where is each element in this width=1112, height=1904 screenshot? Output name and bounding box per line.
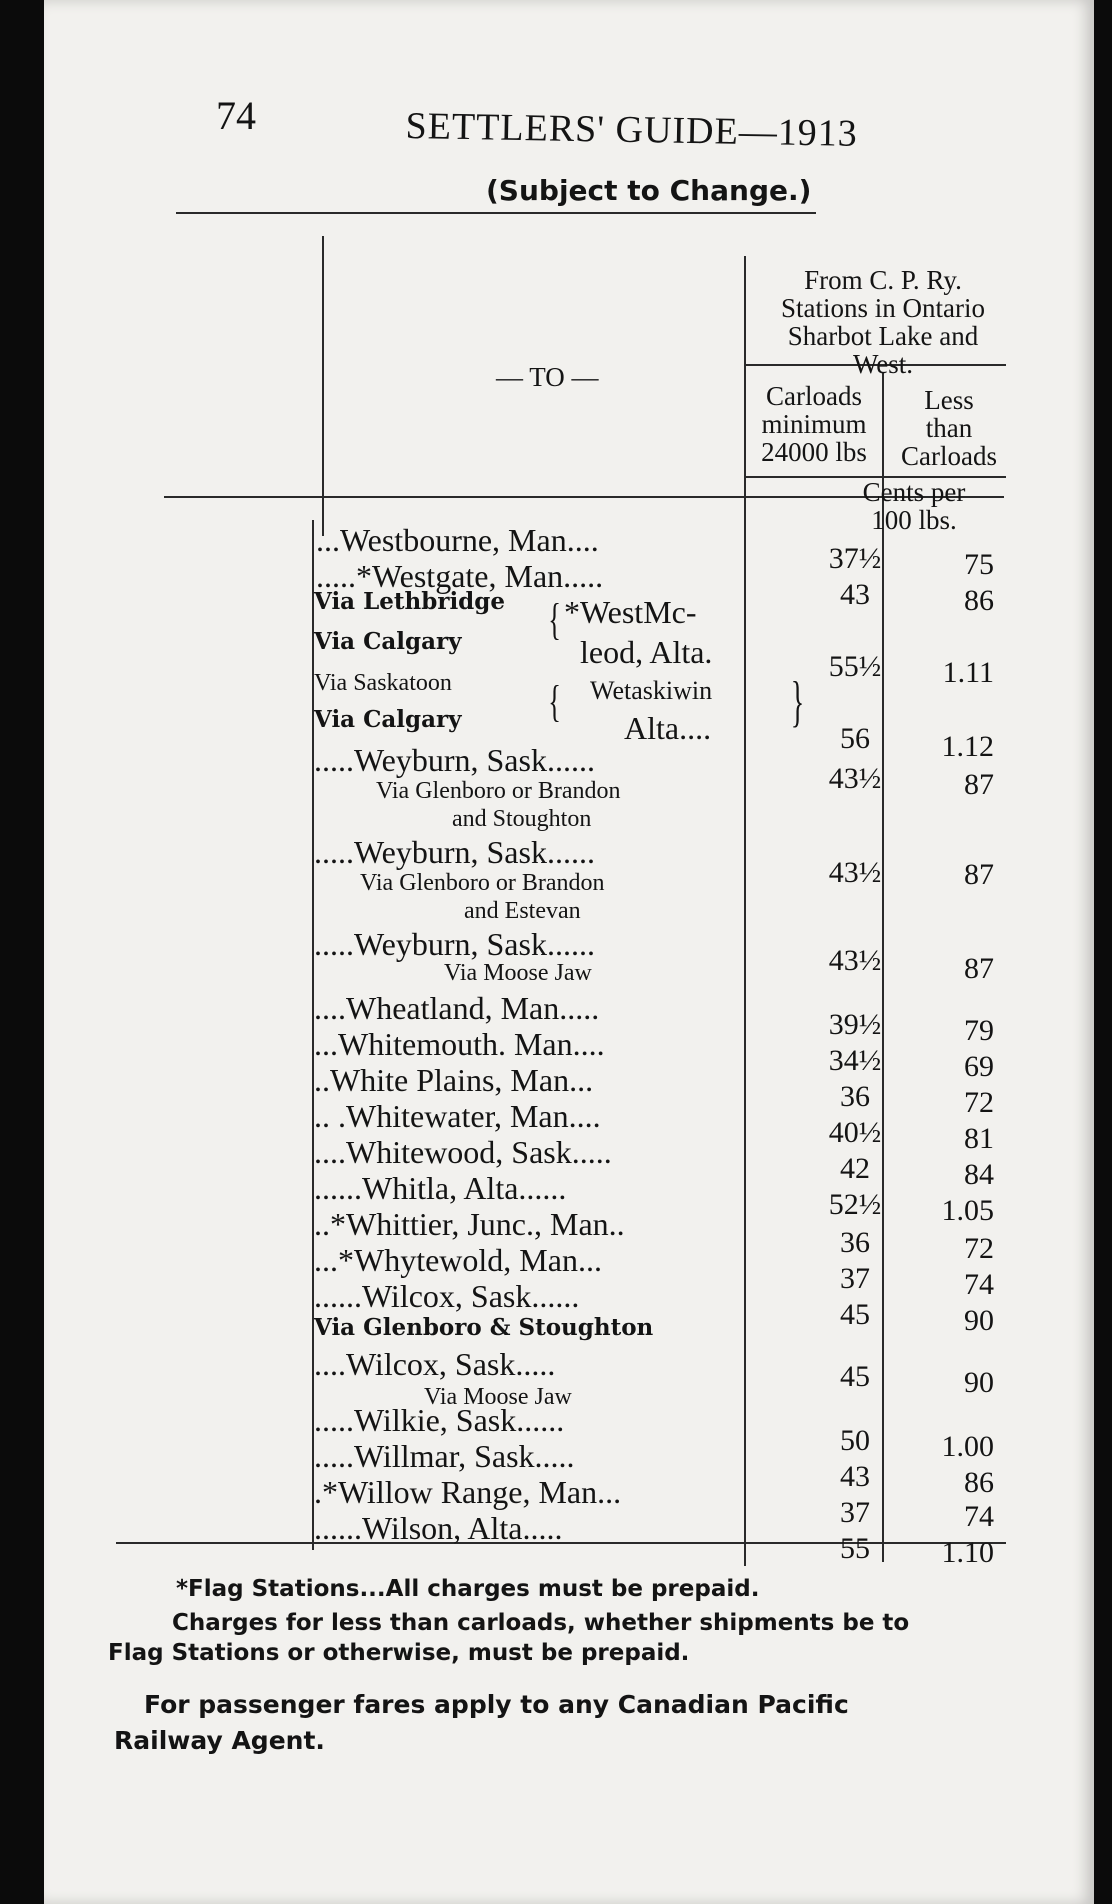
route-note: and Stoughton (452, 806, 592, 832)
carloads-line-2: minimum (761, 409, 867, 439)
less-carload-rate: 1.05 (941, 1194, 994, 1227)
top-rule (176, 212, 816, 214)
charges-note: Charges for less than carloads, whether shipments be to (172, 1610, 910, 1636)
destination: *WestMc- (564, 594, 697, 630)
page-title: SETTLERS' GUIDE—1913 (405, 104, 859, 155)
carload-rate: 45 (840, 1360, 870, 1393)
charges-note-cont: Flag Stations or otherwise, must be prepaid. (108, 1640, 690, 1666)
destination: Wetaskiwin (590, 676, 713, 705)
destination: .. .Whitewater, Man.... (314, 1098, 601, 1134)
less-line-3: Carloads (901, 441, 997, 471)
route-note: Via Lethbridge (314, 588, 505, 615)
less-carload-rate: 1.12 (941, 730, 994, 763)
route-note: Via Calgary (314, 706, 462, 733)
passenger-fares-note: For passenger fares apply to any Canadian Pacific (144, 1690, 849, 1719)
destination: Alta.... (624, 710, 712, 746)
destination: .....Wilkie, Sask...... (314, 1402, 565, 1438)
to-column-header: — TO — (496, 362, 599, 392)
carload-rate: 50 (840, 1424, 870, 1457)
less-carload-rate: 1.10 (941, 1536, 994, 1569)
destination: .....Weyburn, Sask...... (314, 742, 595, 778)
route-note: Via Glenboro or Brandon (376, 778, 621, 804)
unit-line-1: Cents per (862, 477, 966, 507)
destination: ....Wilcox, Sask..... (314, 1346, 556, 1382)
route-note: Via Glenboro or Brandon (360, 870, 605, 896)
destination: leod, Alta. (580, 634, 713, 670)
carload-rate: 37½ (828, 542, 882, 575)
route-note: Via Glenboro & Stoughton (314, 1314, 654, 1341)
destination: ......Wilcox, Sask...... (314, 1278, 580, 1314)
carloads-header (744, 382, 884, 466)
book-page (44, 0, 1094, 1904)
destination: ....Whitewood, Sask..... (314, 1134, 612, 1170)
carload-rate: 43½ (828, 856, 882, 889)
left-rule-upper (322, 236, 324, 536)
less-than-carloads-header (886, 386, 1012, 470)
destination: ......Whitla, Alta...... (314, 1170, 567, 1206)
carload-rate: 34½ (828, 1044, 882, 1077)
less-carload-rate: 81 (964, 1122, 994, 1155)
carload-rate: 39½ (828, 1008, 882, 1041)
route-note: Via Moose Jaw (424, 1384, 572, 1410)
less-carload-rate: 87 (964, 952, 994, 985)
carload-rate: 45 (840, 1298, 870, 1331)
less-line-2: than (925, 413, 973, 443)
less-carload-rate: 84 (964, 1158, 994, 1191)
carload-rate: 36 (840, 1080, 870, 1113)
less-carload-rate: 86 (964, 1466, 994, 1499)
destination: ...Whitemouth. Man.... (314, 1026, 605, 1062)
carload-rate: 56 (840, 722, 870, 755)
carload-rate: 43½ (828, 762, 882, 795)
from-line-3: Sharbot Lake and (787, 321, 979, 351)
carload-rate: 36 (840, 1226, 870, 1259)
less-carload-rate: 90 (964, 1304, 994, 1337)
carload-rate: 42 (840, 1152, 870, 1185)
less-carload-rate: 72 (964, 1232, 994, 1265)
from-line-1: From C. P. Ry. (804, 265, 962, 295)
less-carload-rate: 74 (964, 1268, 994, 1301)
route-note: Via Calgary (314, 628, 462, 655)
destination: .....Willmar, Sask..... (314, 1438, 575, 1474)
carload-rate: 43 (840, 1460, 870, 1493)
destination: .....Weyburn, Sask...... (314, 926, 595, 962)
page-subtitle: (Subject to Change.) (486, 174, 812, 207)
less-carload-rate: 86 (964, 584, 994, 617)
carloads-line-3: 24000 lbs (761, 437, 867, 467)
destination: .....Weyburn, Sask...... (314, 834, 595, 870)
carload-rate: 40½ (828, 1116, 882, 1149)
route-note: Via Moose Jaw (444, 960, 592, 986)
less-carload-rate: 90 (964, 1366, 994, 1399)
brace: } (790, 671, 805, 733)
less-carload-rate: 87 (964, 768, 994, 801)
destination: ..White Plains, Man... (314, 1062, 594, 1098)
destination: ..*Whittier, Junc., Man.. (314, 1206, 625, 1242)
page-number: 74 (216, 93, 256, 138)
flag-stations-note: *Flag Stations...All charges must be prepaid. (176, 1576, 760, 1602)
brace: { (548, 677, 561, 726)
route-note: and Estevan (464, 898, 581, 924)
brace: { (548, 595, 561, 644)
carload-rate: 55½ (828, 650, 882, 683)
destination: ....Wheatland, Man..... (314, 990, 600, 1026)
destination: .....*Westgate, Man..... (316, 558, 604, 594)
route-note: Via Saskatoon (314, 670, 452, 696)
less-carload-rate: 69 (964, 1050, 994, 1083)
carload-rate: 52½ (828, 1188, 882, 1221)
carload-rate: 43 (840, 578, 870, 611)
destination: .*Willow Range, Man... (314, 1474, 622, 1510)
from-group-header (748, 266, 1018, 378)
passenger-fares-note-cont: Railway Agent. (114, 1726, 325, 1755)
less-carload-rate: 79 (964, 1014, 994, 1047)
unit-header (804, 478, 1024, 534)
destination: ...Westbourne, Man.... (316, 522, 599, 558)
less-carload-rate: 74 (964, 1500, 994, 1533)
from-line-4: West. (852, 349, 914, 379)
carload-rate: 55 (840, 1532, 870, 1565)
less-carload-rate: 75 (964, 548, 994, 581)
less-line-1: Less (924, 385, 974, 415)
from-line-2: Stations in Ontario (781, 293, 985, 323)
less-carload-rate: 72 (964, 1086, 994, 1119)
less-carload-rate: 1.11 (942, 656, 994, 689)
carloads-line-1: Carloads (766, 381, 862, 411)
less-carload-rate: 1.00 (941, 1430, 994, 1463)
carload-rate: 37 (840, 1262, 870, 1295)
unit-line-2: 100 lbs. (871, 505, 957, 535)
destination: ...*Whytewold, Man... (314, 1242, 602, 1278)
carload-rate: 37 (840, 1496, 870, 1529)
less-carload-rate: 87 (964, 858, 994, 891)
carload-rate: 43½ (828, 944, 882, 977)
destination: ......Wilson, Alta..... (314, 1510, 563, 1546)
